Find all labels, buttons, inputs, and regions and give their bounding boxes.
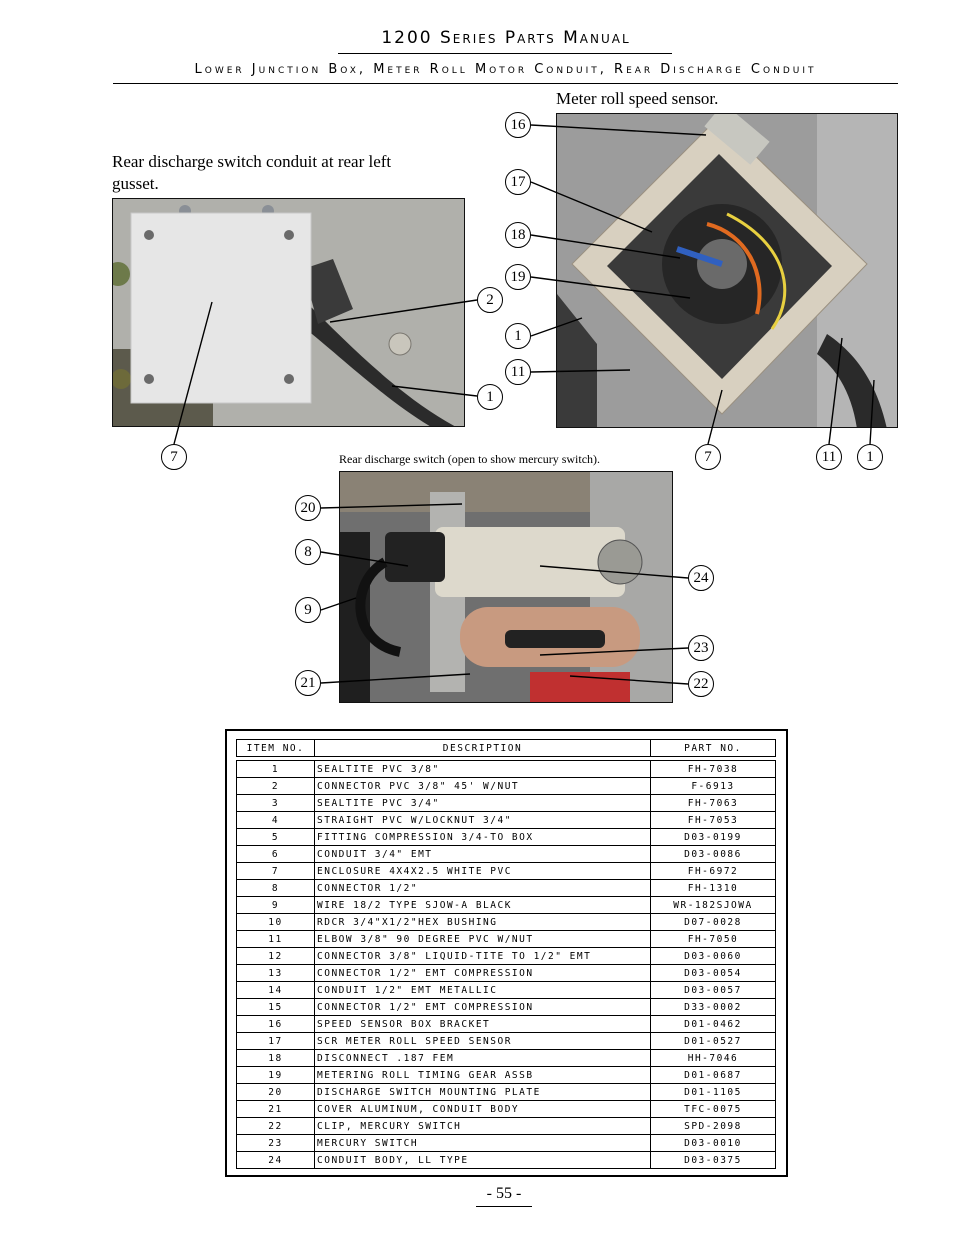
callout-20: 20: [295, 495, 321, 521]
callout-9: 9: [295, 597, 321, 623]
table-row: [237, 846, 776, 863]
photo-rear-discharge-switch: [339, 471, 673, 703]
item-no-cell: 21: [237, 1101, 315, 1118]
description-cell: CONDUIT 1/2" EMT METALLIC: [315, 982, 651, 999]
description-cell: RDCR 3/4"X1/2"HEX BUSHING: [315, 914, 651, 931]
part-no-cell: FH-1310: [651, 880, 776, 897]
part-no-cell: FH-7053: [651, 812, 776, 829]
part-no-cell: FH-7038: [651, 761, 776, 778]
part-no-cell: D01-1105: [651, 1084, 776, 1101]
table-row: [237, 795, 776, 812]
part-no-cell: D03-0010: [651, 1135, 776, 1152]
callout-7-right: 7: [695, 444, 721, 470]
item-no-cell: 3: [237, 795, 315, 812]
table-row: [237, 1050, 776, 1067]
part-no-cell: WR-182SJOWA: [651, 897, 776, 914]
description-cell: SCR METER ROLL SPEED SENSOR: [315, 1033, 651, 1050]
description-cell: DISCHARGE SWITCH MOUNTING PLATE: [315, 1084, 651, 1101]
part-no-cell: D07-0028: [651, 914, 776, 931]
table-row: [237, 931, 776, 948]
item-no-cell: 23: [237, 1135, 315, 1152]
table-row: [237, 948, 776, 965]
part-no-cell: D03-0086: [651, 846, 776, 863]
caption-meter-roll: Meter roll speed sensor.: [556, 89, 719, 108]
item-no-cell: 8: [237, 880, 315, 897]
callout-11-bottom: 11: [816, 444, 842, 470]
item-no-cell: 24: [237, 1152, 315, 1169]
item-no-cell: 22: [237, 1118, 315, 1135]
description-cell: FITTING COMPRESSION 3/4-TO BOX: [315, 829, 651, 846]
part-no-cell: D03-0054: [651, 965, 776, 982]
table-row: [237, 1118, 776, 1135]
description-cell: CONNECTOR 3/8" LIQUID-TITE TO 1/2" EMT: [315, 948, 651, 965]
item-no-cell: 11: [237, 931, 315, 948]
callout-8: 8: [295, 539, 321, 565]
callout-16: 16: [505, 112, 531, 138]
table-row: [237, 1016, 776, 1033]
callout-1-right: 1: [505, 323, 531, 349]
description-cell: CONNECTOR 1/2": [315, 880, 651, 897]
description-cell: CONNECTOR PVC 3/8" 45' W/NUT: [315, 778, 651, 795]
item-no-cell: 17: [237, 1033, 315, 1050]
description-cell: SPEED SENSOR BOX BRACKET: [315, 1016, 651, 1033]
item-no-cell: 12: [237, 948, 315, 965]
table-header-row: [237, 740, 776, 757]
description-cell: ENCLOSURE 4X4X2.5 WHITE PVC: [315, 863, 651, 880]
description-cell: MERCURY SWITCH: [315, 1135, 651, 1152]
part-no-cell: TFC-0075: [651, 1101, 776, 1118]
description-cell: METERING ROLL TIMING GEAR ASSB: [315, 1067, 651, 1084]
caption-rear-conduit: Rear discharge switch conduit at rear left gusset.: [112, 152, 392, 193]
description-cell: SEALTITE PVC 3/8": [315, 761, 651, 778]
item-no-cell: 14: [237, 982, 315, 999]
part-no-cell: D03-0375: [651, 1152, 776, 1169]
part-no-cell: D01-0687: [651, 1067, 776, 1084]
item-no-cell: 15: [237, 999, 315, 1016]
item-no-cell: 4: [237, 812, 315, 829]
header-part-no: PART NO.: [651, 740, 776, 757]
table-row: [237, 863, 776, 880]
header-item-no: ITEM NO.: [237, 740, 315, 757]
item-no-cell: 6: [237, 846, 315, 863]
part-no-cell: D33-0002: [651, 999, 776, 1016]
description-cell: CONDUIT 3/4" EMT: [315, 846, 651, 863]
callout-1-bottom: 1: [857, 444, 883, 470]
item-no-cell: 20: [237, 1084, 315, 1101]
part-no-cell: D01-0462: [651, 1016, 776, 1033]
item-no-cell: 7: [237, 863, 315, 880]
callout-1-left: 1: [477, 384, 503, 410]
part-no-cell: D01-0527: [651, 1033, 776, 1050]
table-row: [237, 1084, 776, 1101]
table-row: [237, 999, 776, 1016]
table-row: [237, 982, 776, 999]
item-no-cell: 19: [237, 1067, 315, 1084]
parts-table: [236, 739, 776, 1169]
header-description: DESCRIPTION: [315, 740, 651, 757]
parts-table-body: [237, 757, 776, 1169]
part-no-cell: FH-7063: [651, 795, 776, 812]
item-no-cell: 1: [237, 761, 315, 778]
description-cell: DISCONNECT .187 FEM: [315, 1050, 651, 1067]
table-row: [237, 829, 776, 846]
callout-22: 22: [688, 671, 714, 697]
callout-18: 18: [505, 222, 531, 248]
item-no-cell: 10: [237, 914, 315, 931]
table-row: [237, 880, 776, 897]
table-row: [237, 778, 776, 795]
table-row: [237, 1033, 776, 1050]
callout-7-left: 7: [161, 444, 187, 470]
table-row: [237, 1067, 776, 1084]
part-no-cell: FH-7050: [651, 931, 776, 948]
description-cell: CONNECTOR 1/2" EMT COMPRESSION: [315, 965, 651, 982]
table-row: [237, 1101, 776, 1118]
description-cell: CONNECTOR 1/2" EMT COMPRESSION: [315, 999, 651, 1016]
description-cell: CLIP, MERCURY SWITCH: [315, 1118, 651, 1135]
table-row: [237, 1152, 776, 1169]
callout-17: 17: [505, 169, 531, 195]
photo-meter-roll-sensor: [556, 113, 898, 428]
item-no-cell: 9: [237, 897, 315, 914]
part-no-cell: FH-6972: [651, 863, 776, 880]
part-no-cell: HH-7046: [651, 1050, 776, 1067]
description-cell: SEALTITE PVC 3/4": [315, 795, 651, 812]
description-cell: CONDUIT BODY, LL TYPE: [315, 1152, 651, 1169]
photo-rear-conduit: [112, 198, 465, 427]
table-row: [237, 914, 776, 931]
part-no-cell: D03-0060: [651, 948, 776, 965]
page-number: - 55 -: [486, 1185, 522, 1202]
description-cell: COVER ALUMINUM, CONDUIT BODY: [315, 1101, 651, 1118]
callout-11-right: 11: [505, 359, 531, 385]
item-no-cell: 13: [237, 965, 315, 982]
description-cell: ELBOW 3/8" 90 DEGREE PVC W/NUT: [315, 931, 651, 948]
section-subtitle: Lower Junction Box, Meter Roll Motor Conduit, Rear Discharge Conduit: [194, 62, 817, 77]
table-row: [237, 761, 776, 778]
callout-21: 21: [295, 670, 321, 696]
callout-2: 2: [477, 287, 503, 313]
table-row: [237, 812, 776, 829]
manual-title: 1200 Series Parts Manual: [381, 28, 631, 48]
table-row: [237, 965, 776, 982]
caption-rear-switch: Rear discharge switch (open to show mercury switch).: [339, 452, 601, 466]
description-cell: WIRE 18/2 TYPE SJOW-A BLACK: [315, 897, 651, 914]
table-row: [237, 1135, 776, 1152]
callout-19: 19: [505, 264, 531, 290]
callout-23: 23: [688, 635, 714, 661]
part-no-cell: D03-0199: [651, 829, 776, 846]
part-no-cell: SPD-2098: [651, 1118, 776, 1135]
description-cell: STRAIGHT PVC W/LOCKNUT 3/4": [315, 812, 651, 829]
part-no-cell: D03-0057: [651, 982, 776, 999]
callout-24: 24: [688, 565, 714, 591]
item-no-cell: 16: [237, 1016, 315, 1033]
item-no-cell: 5: [237, 829, 315, 846]
part-no-cell: F-6913: [651, 778, 776, 795]
header-rule: [113, 83, 898, 84]
title-underline: [338, 53, 672, 54]
page-number-underline: [476, 1206, 532, 1207]
item-no-cell: 18: [237, 1050, 315, 1067]
table-row: [237, 897, 776, 914]
item-no-cell: 2: [237, 778, 315, 795]
